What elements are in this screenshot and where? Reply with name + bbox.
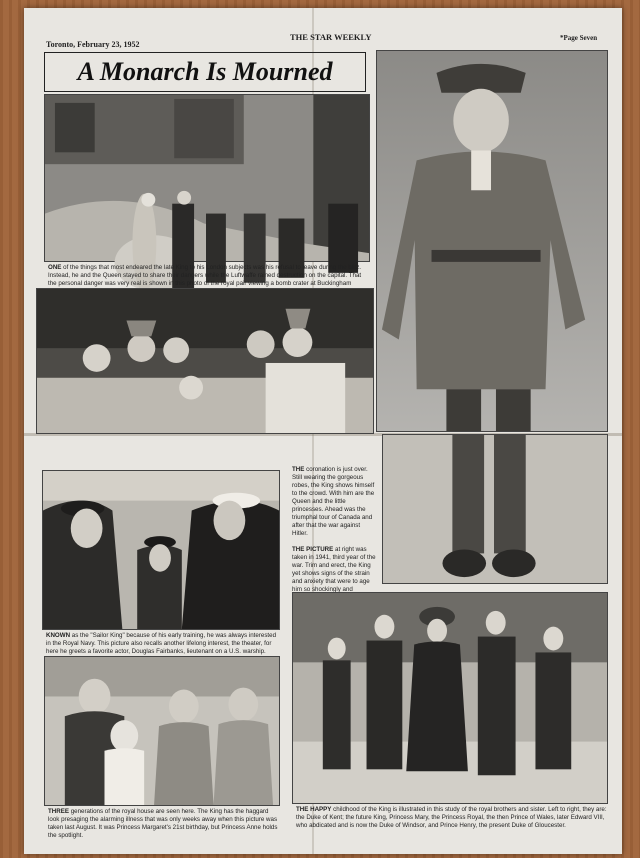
- sailor-caption-lead: KNOWN: [46, 632, 71, 639]
- generations-caption-lead: THREE: [48, 808, 69, 815]
- generations-caption: [48, 808, 280, 838]
- king-uniform-portrait-lower: [382, 434, 608, 584]
- king-uniform-portrait: [376, 50, 608, 432]
- coronation-balcony-photo: [36, 288, 374, 434]
- coronation-caption-text: coronation is just over. Still wearing the gorgeous robes, the King shows himself to the crowd. With him are the Queen and the little princesses. Ahead was the triumphal tour of Canada and after that the war against Hitler.: [292, 466, 375, 537]
- blitz-caption-text: of the things that most endeared the late King to his London subjects was his refusal to leave during the blitz. Instead, he and the Queen stayed to share their dangers while the Luftwaffe rained destruction on the capital. That the personal danger was very real is shown in this photo of the royal pair viewing a bomb crater at Buckingham: [48, 264, 362, 287]
- childhood-caption-lead: THE HAPPY: [296, 806, 332, 813]
- bomb-crater-photo: [44, 94, 370, 262]
- childhood-caption-text: childhood of the King is illustrated in this study of the royal brothers and sister. Left to right, they are: the Duke of Kent; the future King, Princess Mary, the Princess Royal, the then Prince of Wales, later Edward VIII, who abdicated and is now the Duke of Windsor, and Prince Henry, the present Duke of Gloucester.: [296, 806, 607, 829]
- dateline: Toronto, February 23, 1952: [46, 40, 140, 49]
- paper-name: THE STAR WEEKLY: [290, 32, 372, 42]
- coronation-caption-lead: THE: [292, 466, 305, 473]
- picture-caption-text: at right was taken in 1941, third year of the war. Trim and erect, the King yet shows signs of the strain and anxiety that were to age him so shockingly and: [292, 546, 376, 593]
- picture-caption-lead: THE PICTURE: [292, 546, 334, 553]
- blitz-caption-lead: ONE: [48, 264, 62, 271]
- generations-caption-text: generations of the royal house are seen here. The King has the haggard look presaging the alarming illness that was only weeks away when this picture was taken last August. It was Princess Margaret's 21st birthday, but Princess Anne holds the spotlight.: [48, 808, 278, 839]
- blitz-caption: [48, 264, 368, 290]
- childhood-caption: [296, 806, 608, 842]
- navy-greeting-photo: [42, 470, 280, 630]
- headline: A Monarch Is Mourned: [44, 52, 366, 92]
- sailor-caption-text: as the "Sailor King" because of his early training, he was always interested in the Royal Navy. This picture also recalls another lifelong interest, the theater, for here he greets a favorite actor, Douglas Fairbanks, lieutenant on a U.S. warship.: [46, 632, 277, 655]
- three-generations-photo: [44, 656, 280, 806]
- page-number: *Page Seven: [560, 34, 598, 42]
- picture-caption: [292, 546, 376, 593]
- coronation-caption: [292, 466, 376, 546]
- sailor-caption: [46, 632, 280, 656]
- royal-siblings-photo: [292, 592, 608, 804]
